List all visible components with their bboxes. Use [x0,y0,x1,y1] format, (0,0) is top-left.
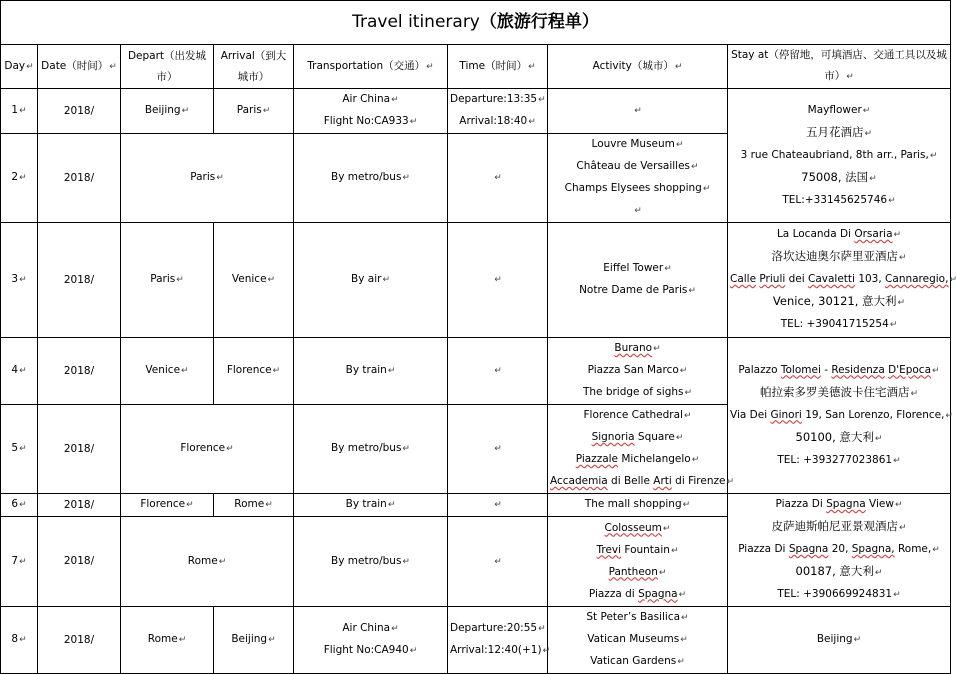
date-cell [38,517,121,607]
time-cell [448,517,548,607]
day-row [1,607,951,674]
activity-line: Piazza di Spagna↵ [588,587,687,600]
day-row [1,338,951,405]
day-number-cell: 2↵ [1,134,38,223]
title-row [1,1,951,45]
activity-line: Notre Dame de Paris↵ [579,284,696,296]
time-cell [448,405,548,494]
time-cell [448,223,548,338]
activity-line: Château de Versailles↵ [576,160,699,172]
time-line: ↵ [494,275,502,285]
header-row [1,45,951,89]
stay-line: 洛坎达迪奥尔萨里亚酒店↵ [771,249,907,263]
depart-city: Rome [147,633,178,645]
day-number-cell: 6↵ [1,494,38,517]
stay-line: TEL: +390669924831↵ [777,588,901,600]
day-number: 8 [11,633,19,645]
activity-line: Piazza San Marco↵ [587,364,688,376]
activity-line: Signoria Square↵ [591,431,684,443]
activity-cell [548,223,728,338]
arrival-cell: Venice↵ [214,223,294,338]
activity-line: Pantheon↵ [608,565,667,578]
city-text: Florence [180,442,226,454]
depart-cell: Venice↵ [121,338,214,405]
activity-line: Eiffel Tower↵ [603,262,672,274]
activity-line: Piazzale Michelangelo↵ [575,453,700,465]
time-line: Departure:20:55↵ [450,622,546,634]
stay-line: 75008, 法国↵ [801,169,877,184]
document-title [1,1,951,45]
header-arrival: Arrival（到大城市） [214,45,294,89]
arrival-city: Rome [234,498,265,511]
date-cell [38,134,121,223]
transport-line: By metro/bus↵ [331,554,410,567]
time-cell [448,338,548,405]
stay-line: 帕拉索多罗美德波卡住宅酒店↵ [759,384,919,399]
activity-line: Champs Elysees shopping↵ [564,182,711,194]
city-text: Rome [187,554,218,567]
activity-line: Vatican Museums↵ [587,633,688,645]
day-number: 1 [11,104,19,116]
header-transportation: Transportation（交通）↵ [294,45,448,89]
transport-line: Flight No:CA940↵ [323,644,418,656]
arrival-cell: Florence↵ [214,338,294,405]
depart-city: Venice [145,364,181,376]
stay-cell [728,494,951,607]
date-text: 2018/ [63,104,95,117]
stay-line: TEL: +393277023861↵ [777,453,901,466]
date-text: 2018/ [63,273,95,286]
day-number: 5 [11,442,19,454]
stay-line: Piazza Di Spagna 20, Spagna, Rome,↵ [738,543,940,555]
activity-line: Accademia di Belle Arti di Firenze↵ [550,475,735,487]
activity-line: The bridge of sighs↵ [582,386,693,398]
arrival-city: Beijing [231,633,268,645]
depart-city: Paris [150,273,176,285]
stay-cell [728,223,957,338]
activity-line: Vatican Gardens↵ [590,655,685,667]
transportation-cell [294,223,448,338]
depart-city: Florence [140,498,186,511]
stay-line: TEL:+33145625746↵ [782,193,896,206]
date-text: 2018/ [63,498,95,511]
header-depart: Depart（出发城市） [121,45,214,89]
day-number: 7 [11,554,19,567]
activity-line: Trevi Fountain↵ [596,543,679,556]
header-time: Time（时间）↵ [448,45,548,89]
depart-cell: Florence↵ [121,494,214,517]
day-number-cell: 8↵ [1,607,38,674]
date-cell [38,607,121,674]
time-line: Arrival:12:40(+1)↵ [450,644,551,656]
activity-cell [548,494,728,517]
date-cell [38,223,121,338]
activity-line: ↵ [634,106,642,116]
arrival-cell: Paris↵ [214,89,294,134]
day-row [1,223,951,338]
day-number: 6 [11,498,19,511]
time-cell [448,494,548,517]
depart-cell: Rome↵ [121,607,214,674]
day-number-cell: 5↵ [1,405,38,494]
transport-line: By metro/bus↵ [331,171,410,183]
stay-cell [728,607,951,674]
day-row [1,89,951,134]
arrival-cell: Beijing↵ [214,607,294,674]
stay-line: Piazza Di Spagna View↵ [775,498,903,510]
time-cell [448,607,551,674]
transportation-cell [294,134,448,223]
transportation-cell [294,405,448,494]
stay-line: Venice, 30121, 意大利↵ [772,294,906,308]
stay-line: Calle Priuli dei Cavaletti 103, Cannaregio,↵ [730,273,957,285]
day-row [1,494,951,517]
time-line: ↵ [494,173,502,183]
transportation-cell [294,89,448,134]
arrival-cell: Rome↵ [214,494,294,517]
activity-line: ↵ [634,206,642,216]
stay-line: 五月花酒店↵ [805,124,873,139]
activity-line: St Peter’s Basilica↵ [586,611,689,623]
activity-cell [548,89,728,134]
stay-line: Via Dei Ginori 19, San Lorenzo, Florence,↵ [730,408,953,421]
time-cell [448,134,548,223]
header-date: Date（时间）↵ [38,45,121,89]
transport-line: Air China↵ [342,93,399,105]
arrival-city: Florence [226,364,272,376]
date-text: 2018/ [63,364,95,377]
stay-line: Beijing↵ [816,633,862,645]
transport-line: By air↵ [351,273,390,285]
activity-line: Burano↵ [614,342,661,354]
day-number: 3 [11,273,19,285]
header-day: Day↵ [1,45,38,89]
transportation-cell [294,517,448,607]
activity-line: Louvre Museum↵ [591,138,684,150]
depart-cell: Beijing↵ [121,89,214,134]
stay-line: Mayflower↵ [807,103,871,116]
date-cell [38,405,121,494]
activity-cell [548,517,728,607]
stay-line: TEL: +39041715254↵ [780,318,898,330]
time-cell [448,89,548,134]
activity-cell [548,405,735,494]
activity-line: The mall shopping↵ [584,498,691,511]
arrival-city: Paris [236,104,262,116]
transportation-cell [294,338,448,405]
depart-cell: Paris↵ [121,223,214,338]
title-cn: （旅游行程单） [479,12,599,32]
date-text: 2018/ [63,442,95,455]
stay-line: 00187, 意大利↵ [795,564,883,578]
stay-line: 50100, 意大利↵ [795,429,883,444]
date-cell [38,338,121,405]
city-cell: Paris↵ [121,134,294,223]
arrival-city: Venice [231,273,267,285]
date-cell [38,494,121,517]
time-line: Departure:13:35↵ [450,93,546,105]
time-line: ↵ [494,366,502,376]
stay-line: 皮萨迪斯帕尼亚景观酒店↵ [771,519,907,533]
transportation-cell [294,607,448,674]
activity-line: Florence Cathedral↵ [583,409,692,421]
transport-line: By train↵ [345,498,396,511]
stay-line: Palazzo Tolomei - Residenza D'Epoca↵ [738,363,940,376]
date-text: 2018/ [63,633,95,646]
day-number-cell: 1↵ [1,89,38,134]
date-text: 2018/ [63,555,95,568]
header-stay: Stay at（停留地，可填酒店、交通工具以及城市）↵ [728,45,951,89]
activity-line: Colosseum↵ [604,521,671,534]
city-cell: Florence↵ [121,405,294,494]
transport-line: Flight No:CA933↵ [323,115,418,127]
city-text: Paris [190,171,216,183]
transport-line: Air China↵ [342,622,399,634]
header-activity: Activity（城市）↵ [548,45,728,89]
date-cell [38,89,121,134]
day-number: 4 [11,364,19,376]
transport-line: By metro/bus↵ [331,442,410,454]
day-number: 2 [11,171,19,183]
stay-cell [728,338,951,494]
date-text: 2018/ [63,171,95,184]
activity-cell [548,338,728,405]
depart-city: Beijing [144,104,181,116]
stay-line: La Locanda Di Orsaria↵ [776,228,902,240]
stay-cell [728,89,951,223]
title-en: Travel itinerary [352,12,480,32]
time-line: ↵ [494,500,502,511]
day-number-cell: 4↵ [1,338,38,405]
day-number-cell: 3↵ [1,223,38,338]
city-cell: Rome↵ [121,517,294,607]
activity-cell [548,134,728,223]
day-number-cell: 7↵ [1,517,38,607]
transport-line: By train↵ [345,364,396,376]
time-line: Arrival:18:40↵ [459,115,536,127]
time-line: ↵ [494,444,502,454]
activity-cell [548,607,728,674]
time-line: ↵ [494,556,502,567]
stay-line: 3 rue Chateaubriand, 8th arr., Paris,↵ [740,148,938,161]
transportation-cell [294,494,448,517]
